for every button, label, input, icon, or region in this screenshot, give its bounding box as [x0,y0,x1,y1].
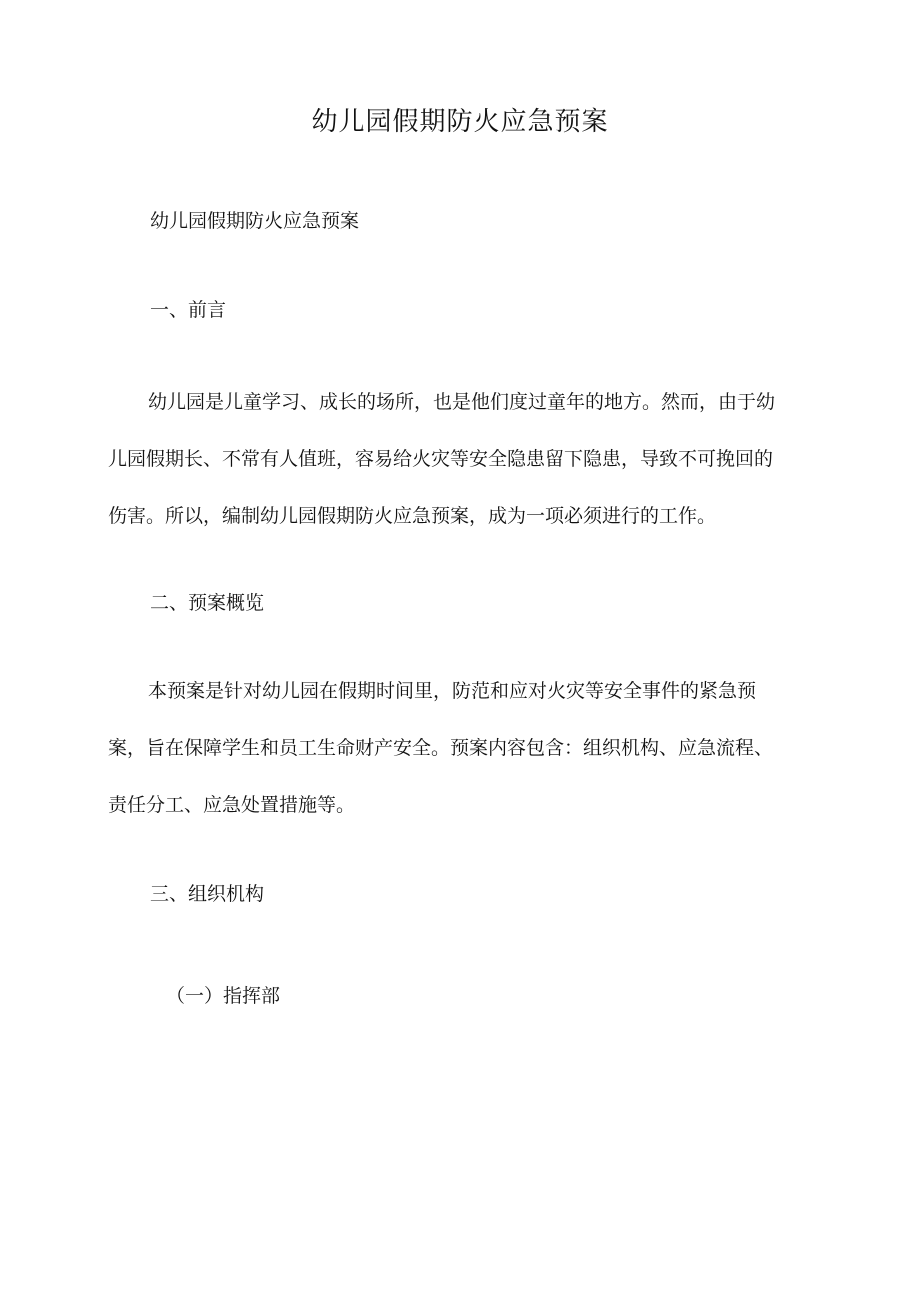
section-heading-overview: 二、预案概览 [150,592,265,614]
document-title: 幼儿园假期防火应急预案 [311,107,609,137]
paragraph-line: 儿园假期长、不常有人值班，容易给火灾等安全隐患留下隐患，导致不可挽回的 [108,448,774,470]
paragraph-line: 伤害。所以，编制幼儿园假期防火应急预案，成为一项必须进行的工作。 [108,505,717,527]
subsection-heading-command: （一）指挥部 [166,985,281,1007]
section-paragraph-overview [108,663,813,834]
paragraph-line: 幼儿园是儿童学习、成长的场所，也是他们度过童年的地方。然而，由于幼 [148,391,776,413]
paragraph-line: 案，旨在保障学生和员工生命财产安全。预案内容包含：组织机构、应急流程、 [108,737,774,759]
section-heading-preface: 一、前言 [150,299,227,321]
paragraph-line: 责任分工、应急处置措施等。 [108,794,356,816]
section-heading-organization: 三、组织机构 [150,883,265,905]
paragraph-line: 本预案是针对幼儿园在假期时间里，防范和应对火灾等安全事件的紧急预 [148,680,757,702]
document-subtitle: 幼儿园假期防火应急预案 [150,210,360,232]
section-paragraph-preface [108,374,813,545]
